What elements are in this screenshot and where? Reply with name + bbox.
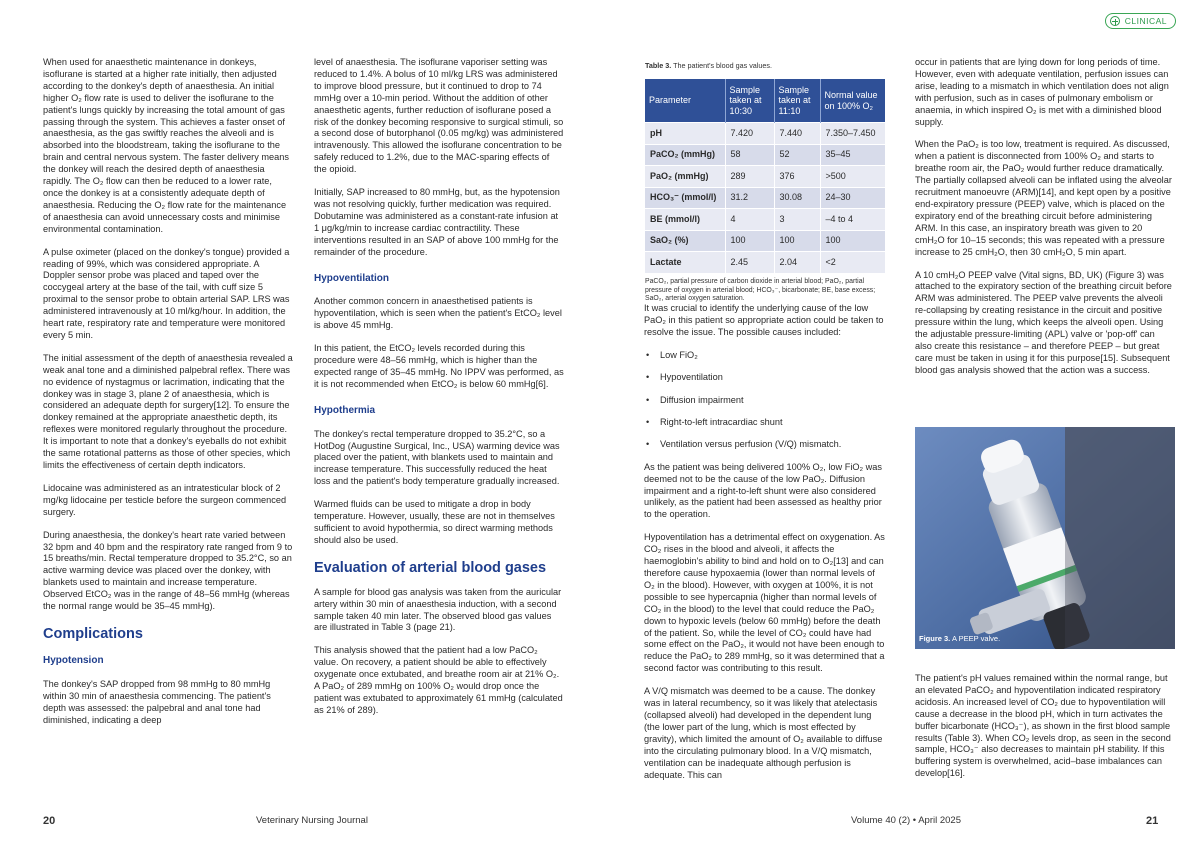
paragraph: When used for anaesthetic maintenance in donkeys, isoflurane is started at a higher rate initially, then adjusted according to the donkey's depth of anaesthesia. An initial higher O₂ flow rate is used to deliver the isoflurane to the patient's lungs quickly by increasing the total amount of gas passing through the system. This achieves a faster onset of anaesthesia, as the gas swiftly reaches the alveoli and is absorbed into the bloodstream, taking the isoflurane to the brain and central nervous system. The faster delivery means the donkey will reach the desired depth of anaesthesia rapidly. The O₂ flow can then be reduced to a lower rate, once the donkey is at a consistently adequate depth of anaesthesia. Reducing the O₂ flow rate for the maintenance of anaesthesia can avoid unnecessary costs and minimise environmental contamination. bbox=[43, 57, 289, 234]
table-cell: SaO₂ (%) bbox=[645, 230, 725, 252]
section-badge-label: CLINICAL bbox=[1124, 16, 1167, 26]
heading-hypotension: Hypotension bbox=[43, 654, 104, 666]
causes-list bbox=[644, 350, 888, 452]
table-cell: 7.350–7.450 bbox=[820, 123, 885, 145]
figure-3-peep-valve-photo bbox=[915, 427, 1175, 649]
table-row bbox=[645, 144, 885, 166]
table-cell: BE (mmol/l) bbox=[645, 209, 725, 231]
table-cell: 376 bbox=[774, 166, 820, 188]
table-cell: 24–30 bbox=[820, 187, 885, 209]
table-cell: 289 bbox=[725, 166, 774, 188]
table-cell: PaO₂ (mmHg) bbox=[645, 166, 725, 188]
paragraph: The initial assessment of the depth of anaesthesia revealed a weak anal tone and a diminished palpebral reflex. There was no evidence of nystagmus or lacrimation, indicating that the donkey was in stage 3, plane 2 of anaesthesia, which is considered an adequate depth for surgery[12]. To ensure the donkey remained at the appropriate anaesthetic depth, its reflexes were monitored regularly throughout the procedure. It is important to note that a donkey's eyeballs do not exhibit the same rotational patterns as those of other species, which limits the effectiveness of certain depth indicators. bbox=[43, 352, 293, 470]
issue-info: Volume 40 (2) • April 2025 bbox=[851, 815, 962, 826]
list-item: • Low FiO₂ bbox=[644, 350, 888, 362]
paragraph: It was crucial to identify the underlying cause of the low PaO₂ in this patient so appropriate action could be taken to resolve the issue. The possible causes included: bbox=[644, 303, 884, 337]
table-footnote: PaCO₂, partial pressure of carbon dioxide in arterial blood; PaO₂, partial pressure of oxygen in arterial blood; HCO₃⁻, bicarbonate; BE, base excess; SaO₂, arterial oxygen saturation. bbox=[645, 278, 876, 303]
table-header: Sample taken at 11:10 bbox=[774, 79, 820, 123]
column-4-continued bbox=[915, 673, 1173, 791]
figure-label: Figure 3. bbox=[919, 634, 951, 643]
paragraph: The patient's pH values remained within the normal range, but an elevated PaCO₂ and hypoventilation indicated respiratory acidosis. An increased level of CO₂ due to hypoventilation will cause a decrease in the blood pH, which in turn activates the buffer bicarbonate (HCO₃⁻), as shown in the first blood sample results (Table 3). When CO₂ levels drop, as seen in the second sample, HCO₃⁻ also decreases to maintain pH stability. If this buffering system is overwhelmed, acid–base imbalances can develop[16]. bbox=[915, 673, 1171, 779]
heading-complications: Complications bbox=[43, 625, 143, 642]
table-title bbox=[645, 60, 887, 72]
table-cell: 100 bbox=[820, 230, 885, 252]
list-item: • Ventilation versus perfusion (V/Q) mismatch. bbox=[644, 439, 888, 451]
table-cell: 52 bbox=[774, 144, 820, 166]
table-cell: PaCO₂ (mmHg) bbox=[645, 144, 725, 166]
paragraph: When the PaO₂ is too low, treatment is required. As discussed, when a patient is disconnected from 100% O₂ and starts to breathe room air, the PaO₂ would further reduce dramatically. The partially collapsed alveoli can be inflated using the alveolar recruitment manoeuvre (ARM)[14], and kept open by a positive end-expiratory pressure (PEEP) valve, which is placed on the expiratory end of the breathing circuit before administering ARM. In this case, an inspiratory breath was given to 20 cmH₂O for 10–15 seconds; this was repeated with a pressure increase to 25 cmH₂O, then 30 cmH₂O, 5 min apart. bbox=[915, 139, 1172, 257]
table-row bbox=[645, 123, 885, 145]
table-header: Parameter bbox=[645, 79, 725, 123]
paragraph: Warmed fluids can be used to mitigate a drop in body temperature. However, usually, these are not in themselves sufficient to avoid hypothermia, so direct warming methods should also be used. bbox=[314, 499, 555, 545]
table-cell: 30.08 bbox=[774, 187, 820, 209]
paragraph: As the patient was being delivered 100% O₂, low FiO₂ was deemed not to be the cause of the low PaO₂. Diffusion impairment and a right-to-left shunt were also considered unlikely, as the patient had been assessed as healthy prior to the operation. bbox=[644, 461, 882, 520]
table-cell: 35–45 bbox=[820, 144, 885, 166]
column-1 bbox=[43, 57, 293, 737]
paragraph: The donkey's rectal temperature dropped to 35.2°C, so a HotDog (Augustine Surgical, Inc., USA) warming device was placed over the patient, with blankets used to maintain and increase temperature. This successfully reduced the heat loss and the patient's body temperature gradually increased. bbox=[314, 428, 560, 487]
table-cell: –4 to 4 bbox=[820, 209, 885, 231]
table-cell: 2.04 bbox=[774, 252, 820, 274]
table-label: Table 3. bbox=[645, 61, 672, 70]
table-cell: >500 bbox=[820, 166, 885, 188]
table-cell: 58 bbox=[725, 144, 774, 166]
table-cell: pH bbox=[645, 123, 725, 145]
paragraph: During anaesthesia, the donkey's heart rate varied between 32 bpm and 40 bpm and the respiratory rate ranged from 9 to 15 breaths/min. Rectal temperature dropped to 35.2°C, so an active warming device was placed over the donkey, with blankets used to maintain and increase temperature. Observed EtCO₂ was in the range of 48–56 mmHg (whereas the normal range would be 35–45 mmHg). bbox=[43, 529, 293, 612]
paragraph: A sample for blood gas analysis was taken from the auricular artery within 30 min of anaesthesia induction, with a second sample taken 40 min later. The observed blood gas values are illustrated in Table 3 (page 21). bbox=[314, 586, 562, 633]
journal-name: Veterinary Nursing Journal bbox=[256, 815, 368, 826]
list-item: • Hypoventilation bbox=[644, 372, 888, 384]
paragraph: Another common concern in anaesthetised patients is hypoventilation, which is seen when the patient's EtCO₂ level is above 45 mmHg. bbox=[314, 296, 562, 331]
table-cell: 100 bbox=[725, 230, 774, 252]
table-row bbox=[645, 252, 885, 274]
page-number: 21 bbox=[1146, 815, 1159, 827]
table-cell: 7.440 bbox=[774, 123, 820, 145]
figure-caption-text: A PEEP valve. bbox=[951, 634, 1001, 643]
heading-evaluation: Evaluation of arterial blood gases bbox=[314, 559, 547, 576]
paragraph: A pulse oximeter (placed on the donkey's tongue) provided a reading of 99%, which was considered appropriate. A Doppler sensor probe was placed and taped over the coccygeal artery at the base of the tail, with cuff size 5 proximal to the sensor probe to obtain arterial SAP. LRS was administered intravenously at 10 ml/kg/hour. In addition, the heart rate, respiratory rate and temperature were monitored every 5 min. bbox=[43, 246, 290, 340]
paragraph: This analysis showed that the patient had a low PaCO₂ value. On recovery, a patient should be able to effectively oxygenate once extubated, and breathe room air at 21% O₂. A PaO₂ of 289 mmHg on 100% O₂ would drop once the patient was extubated to approximately 61 mmHg (calculated as 21% of 289). bbox=[314, 645, 563, 715]
paragraph: Lidocaine was administered as an intratesticular block of 2 mg/kg lidocaine per testicle before the surgeon commenced surgery. bbox=[43, 482, 287, 517]
paragraph: occur in patients that are lying down for long periods of time. However, even with adequate ventilation, perfusion issues can arise, leading to a mismatch in which ventilation does not align with perfusion, such as in cases of pulmonary embolism or anaemia, in which inspired O₂ is met with a diminished blood supply. bbox=[915, 57, 1169, 127]
paragraph: A V/Q mismatch was deemed to be a cause. The donkey was in lateral recumbency, so it was likely that atelectasis (collapsed alveoli) had developed in the dependent lung (the lower part of the lung, which is most effected by gravity), which limited the amount of O₂ available to diffuse into the circulating pulmonary blood. In a V/Q mismatch, ventilation can be inadequate although perfusion is adequate. This can bbox=[644, 686, 883, 780]
page-number: 20 bbox=[43, 815, 56, 827]
table-cell: 4 bbox=[725, 209, 774, 231]
table-cell: 3 bbox=[774, 209, 820, 231]
table-row bbox=[645, 166, 885, 188]
table-row bbox=[645, 187, 885, 209]
paragraph: A 10 cmH₂O PEEP valve (Vital signs, BD, UK) (Figure 3) was attached to the expiratory section of the breathing circuit before ARM was administered. The PEEP valve prevents the alveoli re-collapsing by creating resistance in the circuit and positive pressure within the lung, which keeps the alveoli open. Using the adjustable pressure-limiting (APL) valve or 'pop-off' can also create this resistance – and therefore PEEP – but great care must be taken in using it for this purpose[15]. Subsequent blood gas analysis showed that the action was a success. bbox=[915, 269, 1172, 375]
paragraph: level of anaesthesia. The isoflurane vaporiser setting was reduced to 1.4%. A bolus of 10 ml/kg LRS was administered to improve blood pressure, but it continued to drop to 74 mmHg over a 10-min period. Without the addition of other anaesthetic agents, further reduction of isoflurane posed a risk of the donkey becoming responsive to surgical stimuli, so a second dose of butorphanol (0.05 mg/kg) was administered intravenously. This allowed the isoflurane concentration to be safely reduced to 1.2%, due to the MAC-sparing effects of the opioid. bbox=[314, 57, 564, 175]
plus-circle-icon bbox=[1110, 16, 1120, 26]
table-cell: 7.420 bbox=[725, 123, 774, 145]
table-row bbox=[645, 230, 885, 252]
paragraph: The donkey's SAP dropped from 98 mmHg to 80 mmHg within 30 min of anaesthesia commencing. The patient's depth was assessed: the palpebral and anal tone had diminished, indicating a deep bbox=[43, 678, 271, 725]
list-item: • Diffusion impairment bbox=[644, 395, 888, 407]
blood-gas-table bbox=[645, 79, 885, 274]
list-item: • Right-to-left intracardiac shunt bbox=[644, 417, 888, 429]
table-header: Sample taken at 10:30 bbox=[725, 79, 774, 123]
table-cell: HCO₃⁻ (mmol/l) bbox=[645, 187, 725, 209]
table-cell: 2.45 bbox=[725, 252, 774, 274]
table-cell: <2 bbox=[820, 252, 885, 274]
figure-caption bbox=[919, 634, 1000, 643]
paragraph: In this patient, the EtCO₂ levels recorded during this procedure were 48–56 mmHg, which is higher than the expected range of 35–45 mmHg. No IPPV was performed, as it is not recommended when EtCO₂ is below 60 mmHg[6]. bbox=[314, 343, 564, 389]
column-3 bbox=[644, 303, 888, 792]
column-2 bbox=[314, 57, 564, 728]
table-cell: Lactate bbox=[645, 252, 725, 274]
table-header: Normal value on 100% O₂ bbox=[820, 79, 885, 123]
paragraph: Hypoventilation has a detrimental effect on oxygenation. As CO₂ rises in the blood and alveoli, it affects the haemoglobin's ability to bind and hold on to O₂[13] and can therefore cause hypoxaemia (lower than normal levels of O₂ in the blood). However, with oxygen at 100%, it is not possible to see hypercapnia (higher than normal levels of CO₂ in the blood) to the level that could reduce the PaO₂ down to hypoxic levels (below 60 mmHg) before the death of the patient. So, while the level of CO₂ could have had some effect on the PaO₂, it would not have been enough to reduce the PaO₂ to 289 mmHg, so it was determined that a second factor was contributing to this result. bbox=[644, 532, 885, 674]
heading-hypothermia: Hypothermia bbox=[314, 404, 376, 416]
table-caption: The patient's blood gas values. bbox=[673, 61, 772, 70]
table-cell: 100 bbox=[774, 230, 820, 252]
heading-hypoventilation: Hypoventilation bbox=[314, 272, 390, 284]
table-row bbox=[645, 209, 885, 231]
paragraph: Initially, SAP increased to 80 mmHg, but, as the hypotension was not resolving quickly, further medication was required. Dobutamine was administered as a constant-rate infusion at 1 μg/kg/min to increase cardiac contractility. These interventions resulted in an SAP of above 100 mmHg for the remainder of the procedure. bbox=[314, 187, 560, 257]
column-4 bbox=[915, 57, 1173, 388]
table-cell: 31.2 bbox=[725, 187, 774, 209]
table-3-block bbox=[645, 60, 887, 304]
section-badge[interactable] bbox=[1105, 13, 1176, 29]
